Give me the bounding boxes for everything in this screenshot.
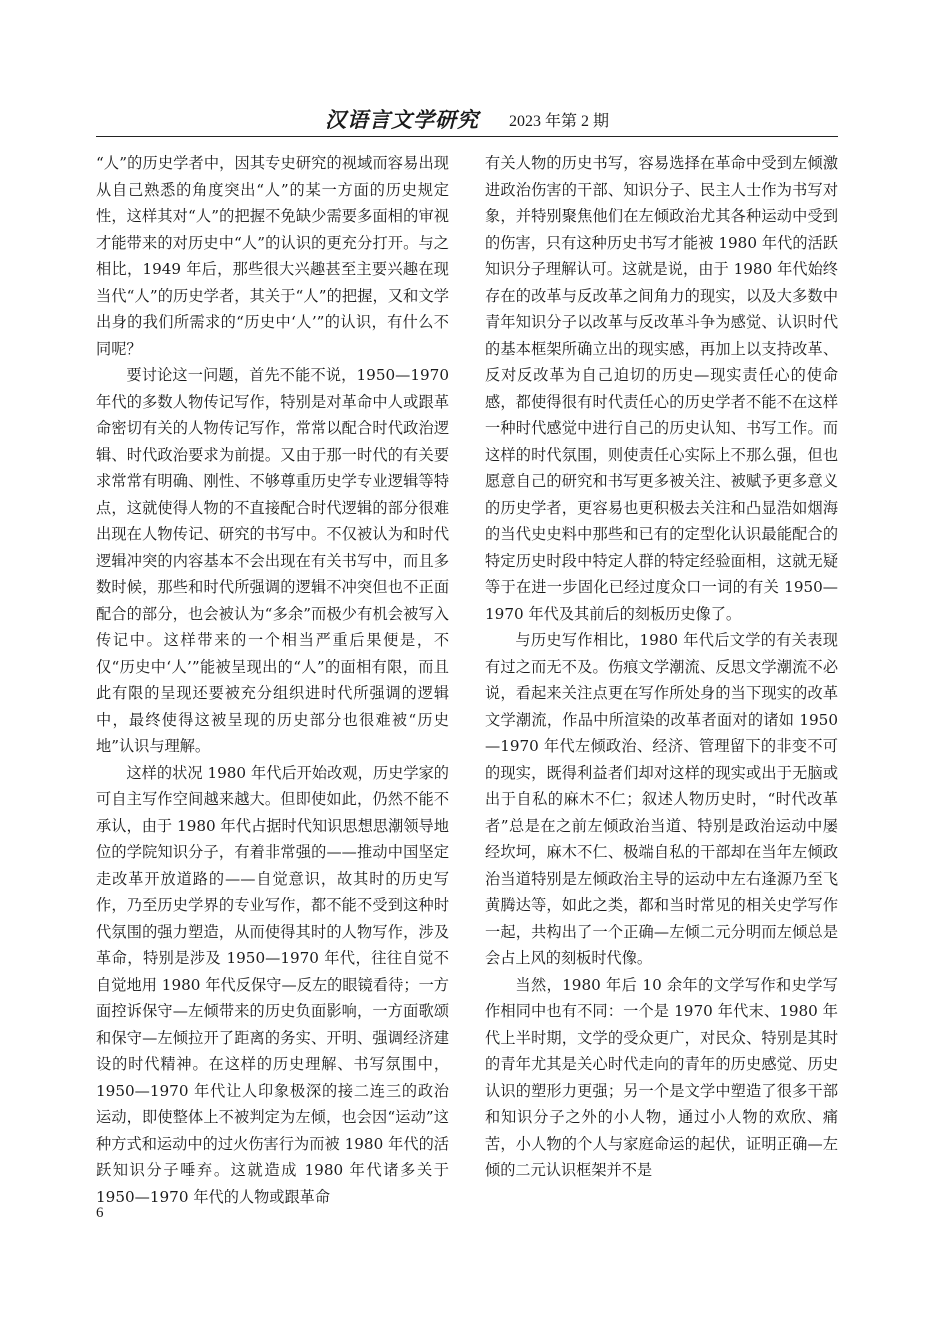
journal-title: 汉语言文学研究 bbox=[324, 107, 479, 132]
right-column bbox=[485, 150, 838, 1184]
paragraph: 有关人物的历史书写，容易选择在革命中受到左倾激进政治伤害的干部、知识分子、民主人士作为书写对象，并特别聚焦他们在左倾政治尤其各种运动中受到的伤害，只有这种历史书写才能被 1980 年代的活跃知识分子理解认可。这就是说，由于 1980 年代始终存在的改革与反改革之间角力的现实，以及大多数中青年知识分子以改革与反改革斗争为感觉、认识时代的基本框架所确立出的现实感，再加上以支持改革、反对反改革为自己迫切的历史—现实责任心的使命感，都使得很有时代责任心的历史学者不能不在这样一种时代感觉中进行自己的历史认知、书写工作。而这样的时代氛围，则使责任心实际上不那么强，但也愿意自己的研究和书写更多被关注、被赋予更多意义的历史学者，更容易也更积极去关注和凸显浩如烟海的当代史史料中那些和已有的定型化认识最能配合的特定历史时段中特定人群的特定经验面相，这就无疑等于在进一步固化已经过度众口一词的有关 1950—1970 年代及其前后的刻板历史像了。 bbox=[485, 154, 838, 623]
header-rule bbox=[96, 136, 838, 137]
paragraph: 要讨论这一问题，首先不能不说，1950—1970 年代的多数人物传记写作，特别是对革命中人或跟革命密切有关的人物传记写作，常常以配合时代政治逻辑、时代政治要求为前提。又由于那一时代的有关要求常常有明确、刚性、不够尊重历史学专业逻辑等特点，这就使得人物的不直接配合时代逻辑的部分很难出现在人物传记、研究的书写中。不仅被认为和时代逻辑冲突的内容基本不会出现在有关书写中，而且多数时候，那些和时代所强调的逻辑不冲突但也不正面配合的部分，也会被认为“多余”而极少有机会被写入传记中。这样带来的一个相当严重后果便是，不仅“历史中‘人’”能被呈现出的“人”的面相有限，而且此有限的呈现还要被充分组织进时代所强调的逻辑中，最终使得这被呈现的历史部分也很难被“历史地”认识与理解。 bbox=[96, 366, 449, 755]
paragraph: 这样的状况 1980 年代后开始改观，历史学家的可自主写作空间越来越大。但即使如此，仍然不能不承认，由于 1980 年代占据时代知识思想思潮领导地位的学院知识分子，有着非常强的——推动中国坚定走改革开放道路的——自觉意识，故其时的历史写作，乃至历史学界的专业写作，都不能不受到这种时代氛围的强力塑造，从而使得其时的人物写作，涉及革命，特别是涉及 1950—1970 年代，往往自觉不自觉地用 1980 年代反保守—反左的眼镜看待；一方面控诉保守—左倾带来的历史负面影响，一方面歌颂和保守—左倾拉开了距离的务实、开明、强调经济建设的时代精神。在这样的历史理解、书写氛围中，1950—1970 年代让人印象极深的接二连三的政治运动，即使整体上不被判定为左倾，也会因“运动”这种方式和运动中的过火伤害行为而被 1980 年代的活跃知识分子唾弃。这就造成 1980 年代诸多关于 1950—1970 年代的人物或跟革命 bbox=[96, 763, 449, 1206]
paragraph: “人”的历史学者中，因其专史研究的视域而容易出现从自己熟悉的角度突出“人”的某一方面的历史规定性，这样其对“人”的把握不免缺少需要多面相的审视才能带来的对历史中“人”的认识的更充分打开。与之相比，1949 年后，那些很大兴趣甚至主要兴趣在现当代“人”的历史学者，其关于“人”的把握，又和文学出身的我们所需求的“历史中‘人’”的认识，有什么不同呢？ bbox=[96, 154, 449, 358]
page-number: 6 bbox=[96, 1205, 104, 1221]
paragraph: 与历史写作相比，1980 年代后文学的有关表现有过之而无不及。伤痕文学潮流、反思文学潮流不必说，看起来关注点更在写作所处身的当下现实的改革文学潮流，作品中所渲染的改革者面对的诸如 1950—1970 年代左倾政治、经济、管理留下的非变不可的现实，既得利益者们却对这样的现实或出于无脑或出于自私的麻木不仁；叙述人物历史时，“时代改革者”总是在之前左倾政治当道、特别是政治运动中屡经坎坷，麻木不仁、极端自私的干部却在当年左倾政治当道特别是左倾政治主导的运动中左右逢源乃至飞黄腾达等，如此之类，都和当时常见的相关史学写作一起，共构出了一个正确—左倾二元分明而左倾总是会占上风的刻板时代像。 bbox=[485, 631, 838, 967]
left-column bbox=[96, 150, 449, 1210]
running-header bbox=[96, 106, 838, 132]
paragraph: 当然，1980 年后 10 余年的文学写作和史学写作相同中也有不同：一个是 1970 年代末、1980 年代上半时期，文学的受众更广，对民众、特别是其时的青年尤其是关心时代走向的青年的历史感觉、历史认识的塑形力更强；另一个是文学中塑造了很多干部和知识分子之外的小人物，通过小人物的欢欣、痛苦，小人物的个人与家庭命运的起伏，证明正确—左倾的二元认识框架并不是 bbox=[485, 975, 838, 1179]
issue-label: 2023 年第 2 期 bbox=[508, 112, 609, 130]
